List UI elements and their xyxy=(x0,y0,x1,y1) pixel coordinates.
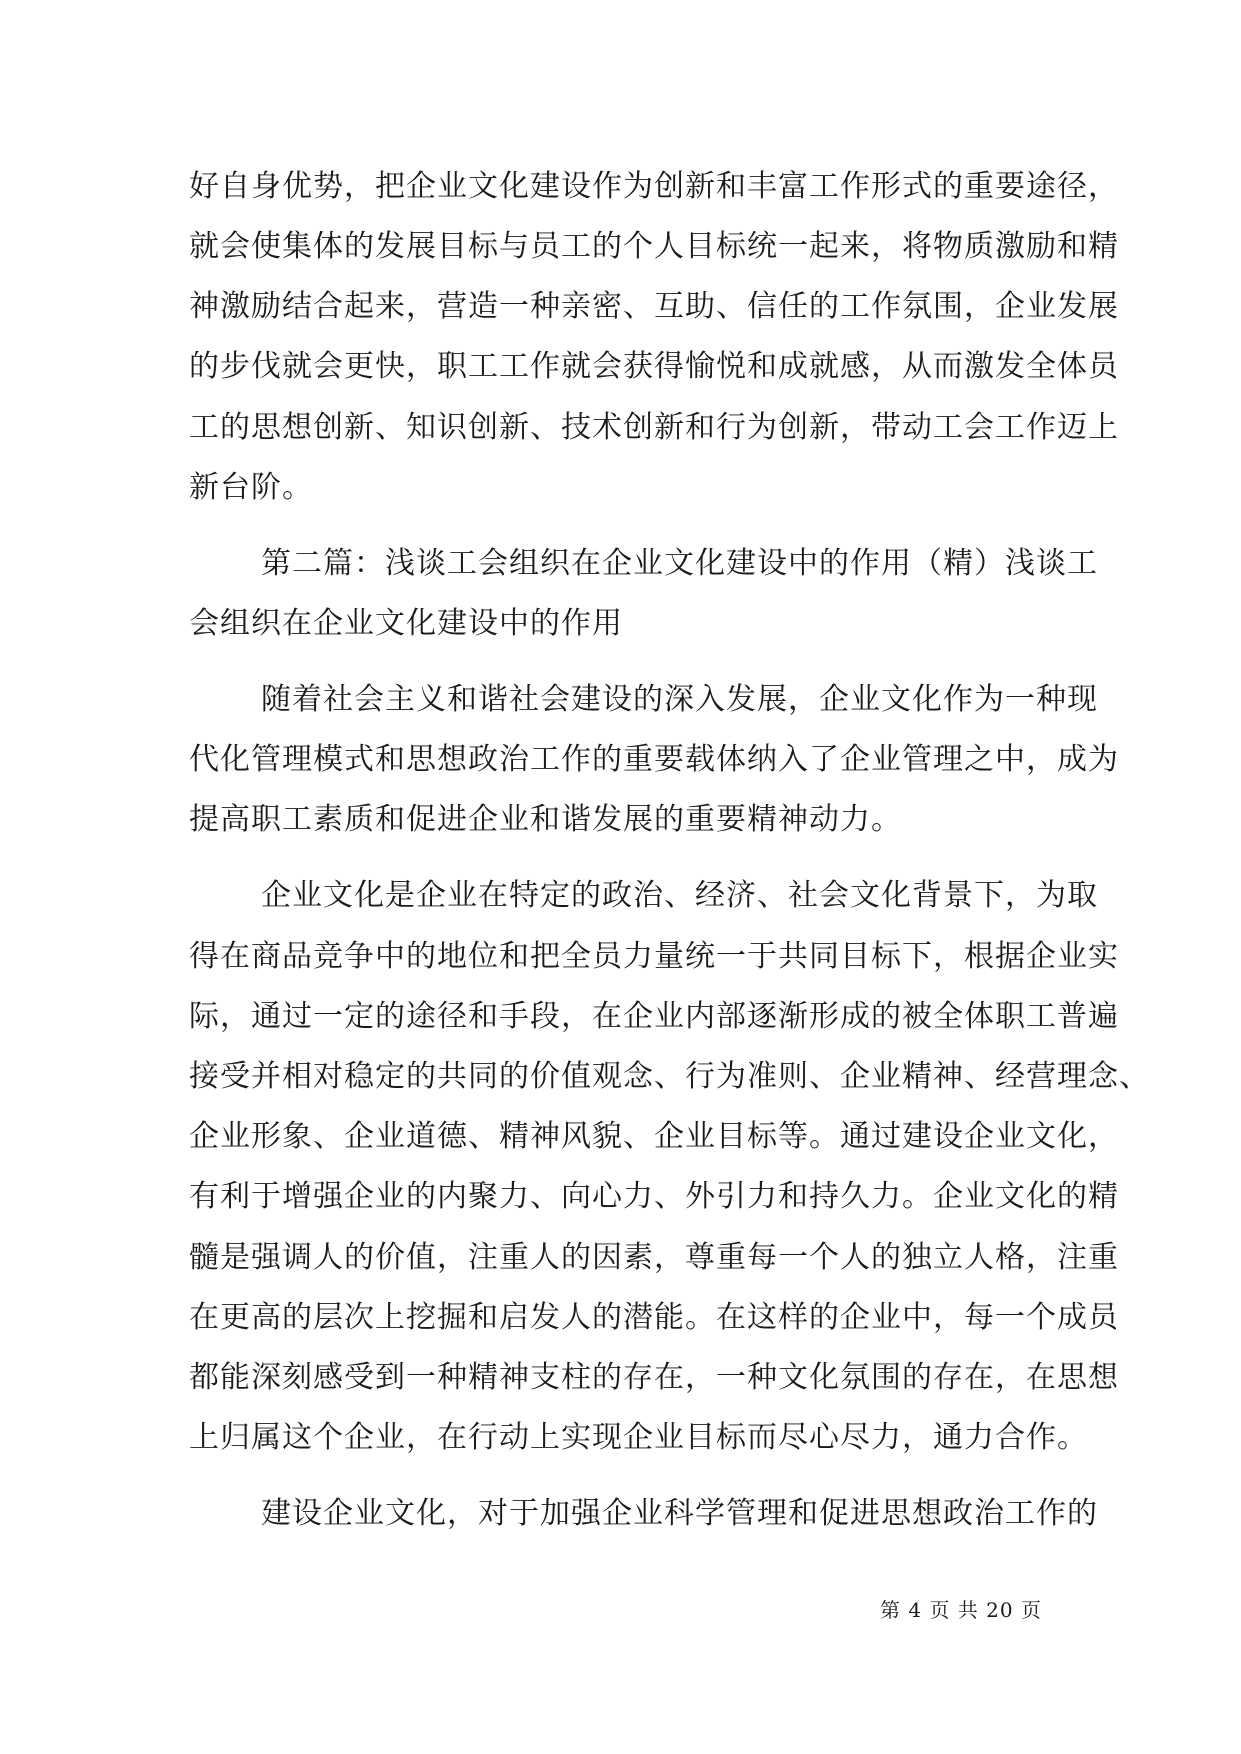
paragraph-line: 代化管理模式和思想政治工作的重要载体纳入了企业管理之中，成为 xyxy=(189,742,1119,777)
paragraph-line: 在更高的层次上挖掘和启发人的潜能。在这样的企业中，每一个成员 xyxy=(189,1300,1119,1335)
paragraph-line: 际，通过一定的途径和手段，在企业内部逐渐形成的被全体职工普遍 xyxy=(189,999,1119,1034)
section-heading-line: 会组织在企业文化建设中的作用 xyxy=(189,606,623,641)
paragraph-line: 建设企业文化，对于加强企业科学管理和促进思想政治工作的 xyxy=(261,1496,1098,1531)
paragraph-line: 神激励结合起来，营造一种亲密、互助、信任的工作氛围，企业发展 xyxy=(189,289,1119,324)
paragraph-line: 新台阶。 xyxy=(189,470,313,505)
paragraph-line: 得在商品竞争中的地位和把全员力量统一于共同目标下，根据企业实 xyxy=(189,939,1119,974)
paragraph-line: 企业形象、企业道德、精神风貌、企业目标等。通过建设企业文化， xyxy=(189,1119,1119,1154)
paragraph-line: 有利于增强企业的内聚力、向心力、外引力和持久力。企业文化的精 xyxy=(189,1179,1119,1214)
paragraph-line: 髓是强调人的价值，注重人的因素，尊重每一个人的独立人格，注重 xyxy=(189,1240,1119,1275)
paragraph-line: 都能深刻感受到一种精神支柱的存在，一种文化氛围的存在，在思想 xyxy=(189,1360,1119,1395)
paragraph-line: 的步伐就会更快，职工工作就会获得愉悦和成就感，从而激发全体员 xyxy=(189,349,1119,384)
paragraph-line: 随着社会主义和谐社会建设的深入发展，企业文化作为一种现 xyxy=(261,682,1098,717)
paragraph-line: 提高职工素质和促进企业和谐发展的重要精神动力。 xyxy=(189,802,902,837)
paragraph-line: 上归属这个企业，在行动上实现企业目标而尽心尽力，通力合作。 xyxy=(189,1420,1088,1455)
paragraph-line: 就会使集体的发展目标与员工的个人目标统一起来，将物质激励和精 xyxy=(189,229,1119,264)
page-number-footer: 第 4 页 共 20 页 xyxy=(880,1598,1042,1622)
paragraph-line: 接受并相对稳定的共同的价值观念、行为准则、企业精神、经营理念、 xyxy=(189,1059,1150,1094)
section-heading-line: 第二篇：浅谈工会组织在企业文化建设中的作用（精）浅谈工 xyxy=(261,546,1098,581)
paragraph-line: 工的思想创新、知识创新、技术创新和行为创新，带动工会工作迈上 xyxy=(189,410,1119,445)
paragraph-line: 好自身优势，把企业文化建设作为创新和丰富工作形式的重要途径， xyxy=(189,169,1119,204)
paragraph-line: 企业文化是企业在特定的政治、经济、社会文化背景下，为取 xyxy=(261,878,1098,913)
